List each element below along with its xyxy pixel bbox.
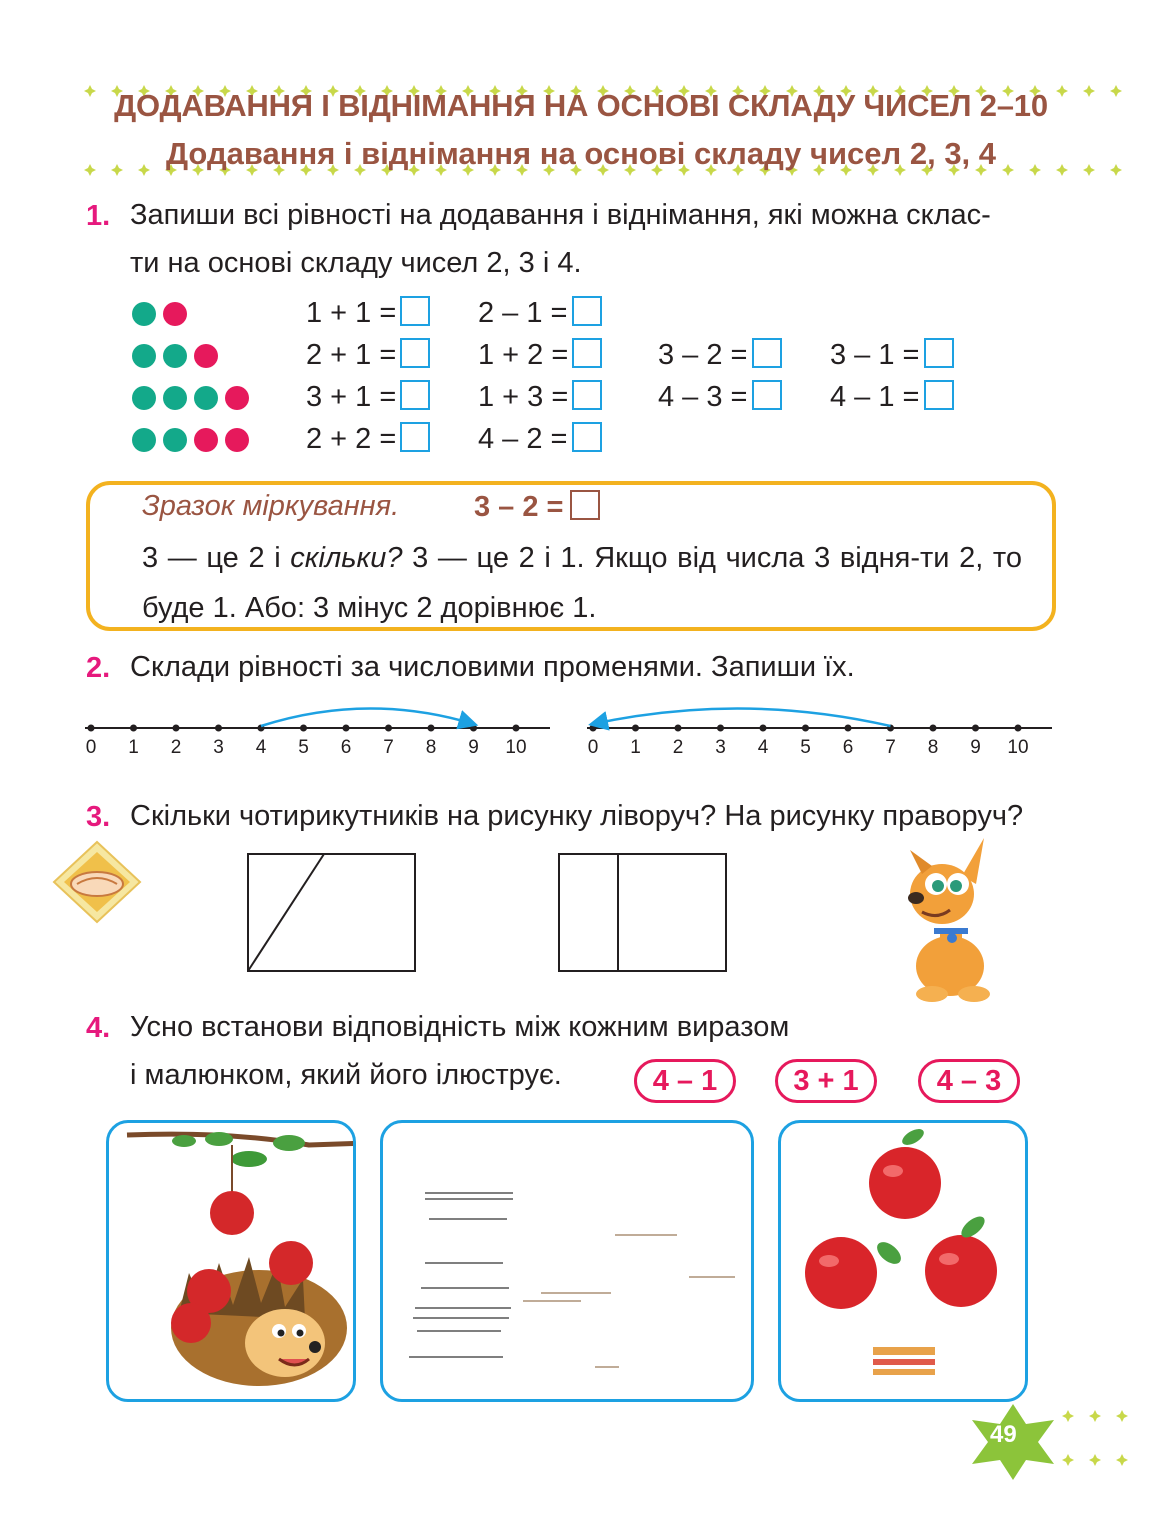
equation-text: 3 – 2 = xyxy=(658,339,748,371)
task-2-text: Склади рівності за числовими променями. Запиши їх. xyxy=(130,651,855,683)
equation xyxy=(658,338,782,372)
number-line-left xyxy=(80,700,560,740)
star-icon xyxy=(1116,1410,1128,1422)
green-dot xyxy=(132,428,156,452)
answer-box[interactable] xyxy=(572,380,602,410)
tick-mark xyxy=(1015,725,1022,732)
tick-label: 1 xyxy=(128,737,139,758)
star-icon xyxy=(1089,1454,1101,1466)
middle-picture-placeholder xyxy=(383,1123,751,1399)
answer-box[interactable] xyxy=(572,296,602,326)
sample-text-part-1: 3 — це 2 і xyxy=(142,542,291,574)
answer-box[interactable] xyxy=(752,380,782,410)
tick-label: 3 xyxy=(715,737,726,758)
tick-mark xyxy=(845,725,852,732)
task-4-line-2: і малюнком, який його ілюструє. xyxy=(130,1059,562,1091)
green-dot xyxy=(163,344,187,368)
answer-box[interactable] xyxy=(570,490,600,520)
tick-mark xyxy=(385,725,392,732)
tick-mark xyxy=(802,725,809,732)
answer-box[interactable] xyxy=(752,338,782,368)
page-subtitle: Додавання і віднімання на основі складу чисел 2, 3, 4 xyxy=(165,136,997,171)
equation xyxy=(478,380,602,414)
dot-group xyxy=(132,428,256,457)
tick-label: 6 xyxy=(842,737,854,758)
three-apples-illustration xyxy=(781,1123,1025,1399)
task-2-number: 2. xyxy=(86,652,111,684)
tick-mark xyxy=(717,725,724,732)
task-1-line-2: ти на основі складу чисел 2, 3 і 4. xyxy=(130,247,582,279)
equation-text: 4 – 1 = xyxy=(830,381,920,413)
answer-box[interactable] xyxy=(924,338,954,368)
tick-label: 0 xyxy=(85,737,97,758)
green-dot xyxy=(132,344,156,368)
equation xyxy=(306,380,430,414)
equation-text: 2 + 1 = xyxy=(306,339,397,371)
tick-label: 10 xyxy=(505,737,527,758)
star-icon xyxy=(1062,1454,1074,1466)
tick-label: 9 xyxy=(970,737,981,758)
equation-text: 3 + 1 = xyxy=(306,381,397,413)
tick-label: 5 xyxy=(298,737,309,758)
tick-mark xyxy=(470,725,477,732)
sample-text xyxy=(142,533,1022,633)
task-1-text xyxy=(130,191,1060,287)
picture-card-apples[interactable] xyxy=(778,1120,1028,1402)
red-dot xyxy=(225,386,249,410)
tick-label: 7 xyxy=(383,737,394,758)
picture-card-middle[interactable] xyxy=(380,1120,754,1402)
sample-equation xyxy=(474,490,600,524)
green-dot xyxy=(132,302,156,326)
task-3-text: Скільки чотирикутників на рисунку ліворуч? На рисунку праворуч? xyxy=(130,800,1024,832)
equation-text: 1 + 3 = xyxy=(478,381,569,413)
task-3-number: 3. xyxy=(86,801,111,833)
equation xyxy=(306,296,430,330)
expression-4-minus-3[interactable]: 4 – 3 xyxy=(918,1059,1020,1103)
sample-text-italic: скільки? xyxy=(290,542,403,574)
equation xyxy=(830,380,954,414)
equation-text: 4 – 3 = xyxy=(658,381,748,413)
tick-mark xyxy=(760,725,767,732)
picture-card-hedgehog[interactable] xyxy=(106,1120,356,1402)
star-icon xyxy=(1116,1454,1128,1466)
sample-text-part-2: 3 — це 2 і 1. Якщо від числа 3 відня-ти 2, то буде 1. Або: 3 мінус 2 дорівнює 1. xyxy=(142,542,1022,624)
tick-mark xyxy=(930,725,937,732)
sample-heading: Зразок міркування. xyxy=(142,490,400,522)
sample-equation-text: 3 – 2 = xyxy=(474,491,564,523)
answer-box[interactable] xyxy=(400,296,430,326)
task-1-line-1: Запиши всі рівності на додавання і віднімання, які можна склас- xyxy=(130,199,991,231)
tick-mark xyxy=(88,725,95,732)
tick-label: 3 xyxy=(213,737,224,758)
tick-label: 1 xyxy=(630,737,641,758)
tick-label: 2 xyxy=(672,737,684,758)
answer-box[interactable] xyxy=(400,380,430,410)
star-icon xyxy=(1089,1410,1101,1422)
page-number: 49 xyxy=(990,1421,1017,1448)
green-dot xyxy=(163,386,187,410)
dog-illustration xyxy=(892,836,1002,1006)
dot-group xyxy=(132,302,194,331)
tick-label: 8 xyxy=(425,737,437,758)
answer-box[interactable] xyxy=(572,422,602,452)
tick-mark xyxy=(130,725,137,732)
answer-box[interactable] xyxy=(924,380,954,410)
equation xyxy=(478,296,602,330)
tick-label: 6 xyxy=(340,737,352,758)
figure-right-rectangle xyxy=(557,852,729,974)
number-line-right xyxy=(582,700,1062,740)
tick-mark xyxy=(215,725,222,732)
hedgehog-apples-illustration xyxy=(109,1123,353,1399)
green-dot xyxy=(194,386,218,410)
equation-text: 2 – 1 = xyxy=(478,297,568,329)
task-1-number: 1. xyxy=(86,200,111,232)
tick-mark xyxy=(972,725,979,732)
equation xyxy=(830,338,954,372)
red-dot xyxy=(194,428,218,452)
tick-mark xyxy=(343,725,350,732)
task-4-line-1: Усно встанови відповідність між кожним виразом xyxy=(130,1011,790,1043)
tick-mark xyxy=(300,725,307,732)
equation xyxy=(478,338,602,372)
figure-left-rectangle xyxy=(246,852,418,974)
task-4-number: 4. xyxy=(86,1012,111,1044)
tick-label: 0 xyxy=(587,737,599,758)
star-icon xyxy=(1062,1410,1074,1422)
tick-label: 5 xyxy=(800,737,811,758)
tick-label: 2 xyxy=(170,737,182,758)
equation-text: 1 + 1 = xyxy=(306,297,397,329)
tick-label: 9 xyxy=(468,737,479,758)
handshake-icon xyxy=(52,840,142,924)
tick-mark xyxy=(428,725,435,732)
tick-mark xyxy=(675,725,682,732)
tick-label: 4 xyxy=(255,737,267,758)
equation-text: 4 – 2 = xyxy=(478,423,568,455)
expression-4-minus-1[interactable]: 4 – 1 xyxy=(634,1059,736,1103)
tick-mark xyxy=(513,725,520,732)
tick-label: 7 xyxy=(885,737,896,758)
equation xyxy=(306,422,430,456)
red-dot xyxy=(194,344,218,368)
equation-text: 1 + 2 = xyxy=(478,339,569,371)
green-dot xyxy=(132,386,156,410)
equation-text: 2 + 2 = xyxy=(306,423,397,455)
green-dot xyxy=(163,428,187,452)
tick-label: 4 xyxy=(757,737,769,758)
answer-box[interactable] xyxy=(400,422,430,452)
tick-mark xyxy=(632,725,639,732)
tick-mark xyxy=(173,725,180,732)
equation-text: 3 – 1 = xyxy=(830,339,920,371)
red-dot xyxy=(163,302,187,326)
equation xyxy=(658,380,782,414)
tick-label: 10 xyxy=(1007,737,1029,758)
expression-3-plus-1[interactable]: 3 + 1 xyxy=(775,1059,877,1103)
page-title: ДОДАВАННЯ І ВІДНІМАННЯ НА ОСНОВІ СКЛАДУ ЧИСЕЛ 2–10 xyxy=(114,88,1048,123)
red-dot xyxy=(225,428,249,452)
answer-box[interactable] xyxy=(572,338,602,368)
equation xyxy=(478,422,602,456)
dot-group xyxy=(132,344,225,373)
tick-label: 8 xyxy=(927,737,939,758)
answer-box[interactable] xyxy=(400,338,430,368)
equation xyxy=(306,338,430,372)
tick-mark xyxy=(590,725,597,732)
dot-group xyxy=(132,386,256,415)
